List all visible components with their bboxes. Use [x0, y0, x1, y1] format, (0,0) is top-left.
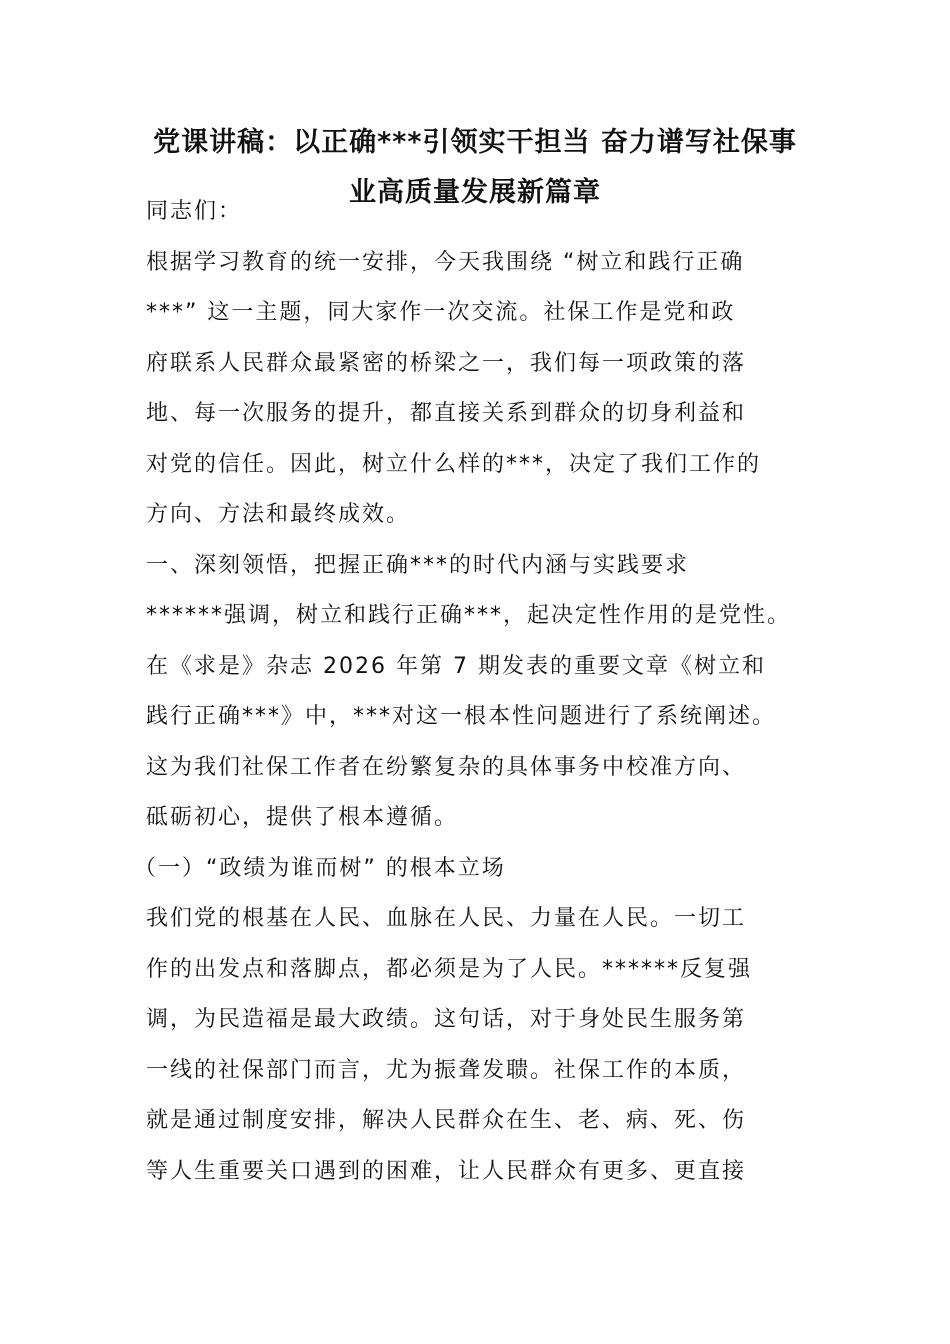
- paragraph-line: ******强调，树立和践行正确***，起决定性作用的是党性。: [146, 603, 792, 628]
- salutation: 同志们：: [146, 199, 243, 224]
- title-line: 党课讲稿：以正确***引领实干担当 奋力谱写社保事: [153, 127, 797, 158]
- paragraph-line: 这为我们社保工作者在纷繁复杂的具体事务中校准方向、: [146, 754, 747, 780]
- section-heading: 一、深刻领悟，把握正确***的时代内涵与实践要求: [146, 552, 690, 578]
- title-line: 业高质量发展新篇章: [349, 177, 601, 208]
- paragraph-line: 根据学习教育的统一安排，今天我围绕 “树立和践行正确: [146, 249, 745, 275]
- paragraph-line: 一线的社保部门而言，尤为振聋发聩。社保工作的本质，: [146, 1057, 747, 1083]
- paragraph-line: 方向、方法和最终成效。: [146, 502, 411, 527]
- paragraph-line: 就是通过制度安排，解决人民群众在生、老、病、死、伤: [146, 1108, 747, 1133]
- paragraph-line: 砥砺初心，提供了根本遵循。: [146, 805, 459, 830]
- paragraph-line: 我们党的根基在人民、血脉在人民、力量在人民。一切工: [146, 906, 747, 931]
- paragraph-line: 等人生重要关口遇到的困难，让人民群众有更多、更直接: [146, 1158, 747, 1184]
- paragraph-line: 作的出发点和落脚点，都必须是为了人民。******反复强: [146, 956, 753, 982]
- subsection-heading: （一）“政绩为谁而树” 的根本立场: [134, 855, 506, 881]
- paragraph-line: 地、每一次服务的提升，都直接关系到群众的切身利益和: [146, 401, 747, 426]
- paragraph-line: 践行正确***》中，***对这一根本性问题进行了系统阐述。: [146, 704, 777, 729]
- paragraph-line: 在《求是》杂志 2026 年第 7 期发表的重要文章《树立和: [146, 653, 766, 679]
- paragraph-line: ***” 这一主题，同大家作一次交流。社保工作是党和政: [146, 300, 736, 325]
- document-body: [134, 187, 822, 1197]
- paragraph-line: 调，为民造福是最大政绩。这句话，对于身处民生服务第: [146, 1007, 747, 1032]
- paragraph-line: 对党的信任。因此，树立什么样的***，决定了我们工作的: [146, 451, 762, 477]
- paragraph-line: 府联系人民群众最紧密的桥梁之一，我们每一项政策的落: [146, 350, 747, 376]
